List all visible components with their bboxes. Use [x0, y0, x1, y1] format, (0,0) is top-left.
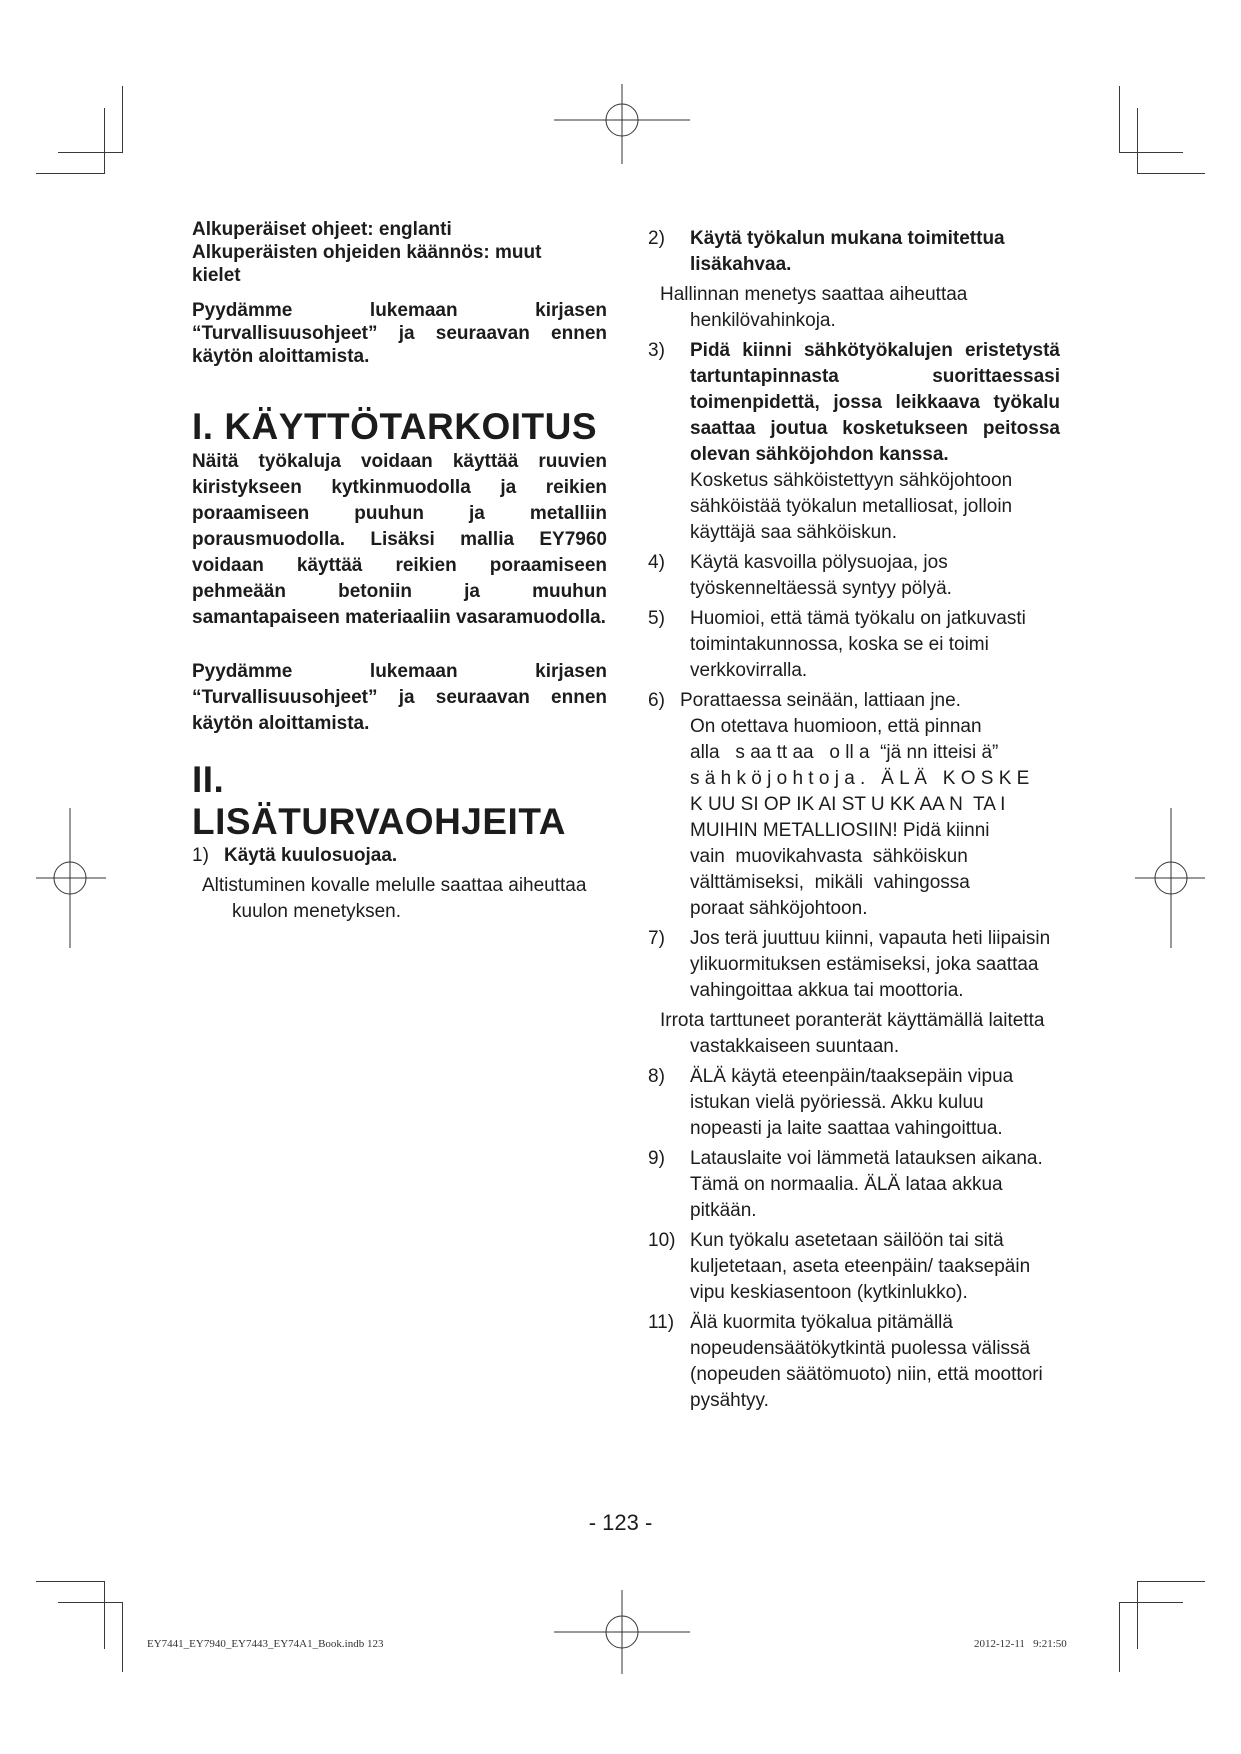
item-text-line: välttämiseksi, mikäli vahingossa: [690, 872, 970, 893]
item-text-line: Porattaessa seinään, lattiaan jne.: [680, 690, 961, 711]
item-number: 9): [648, 1148, 665, 1169]
crop-mark: [1119, 1602, 1183, 1603]
purpose-text: Näitä työkaluja voidaan käyttää ruuvien kiristykseen kytkinmuodolla ja reikien poraamiseen puuhun ja metalliin porausmuodolla. Lisäksi mallia EY7960 voidaan käyttää reikien poraamiseen pehmeään betoniin ja muuhun samantapaiseen materiaaliin vasaramuodolla.: [192, 451, 607, 628]
original-instructions-line: Alkuperäiset ohjeet: englanti: [192, 219, 452, 240]
item-number: 4): [648, 552, 665, 573]
crop-mark: [104, 1581, 105, 1649]
safety-item-3: [648, 338, 1060, 546]
crop-mark: [1137, 1581, 1205, 1582]
footer-timestamp: 2012-12-11 9:21:50: [974, 1638, 1067, 1650]
section-title-safety: II. LISÄTURVAOHJEITA: [192, 759, 566, 842]
crop-mark: [1119, 152, 1183, 153]
item-2-note: Hallinnan menetys saattaa aiheuttaa henkilövahinkoja.: [660, 284, 968, 331]
item-text: Latauslaite voi lämmetä latauksen aikana. Tämä on normaalia. ÄLÄ lataa akkua pitkään.: [690, 1148, 1043, 1221]
item-text: Kun työkalu asetetaan säilöön tai sitä kuljetetaan, aseta eteenpäin/ taaksepäin vipu keskiasentoon (kytkinlukko).: [690, 1230, 1031, 1303]
safety-item-1: [192, 843, 607, 869]
safety-item-6: [648, 688, 1060, 922]
item-text-line: alla s aa tt aa o ll a “jä nn itteisi ä”: [690, 742, 999, 763]
footer-filename: EY7441_EY7940_EY7443_EY74A1_Book.indb 123: [147, 1638, 384, 1650]
translation-line-cont: kielet: [192, 265, 241, 286]
safety-item-7: [648, 926, 1060, 1004]
item-text-line: K UU SI OP IK AI ST U KK AA N TA I: [690, 794, 1006, 815]
right-column: [648, 226, 1060, 1418]
section-title-purpose: I. KÄYTTÖTARKOITUS: [192, 406, 598, 447]
crop-mark: [1137, 108, 1138, 174]
crop-mark: [1119, 86, 1120, 153]
safety-item-8: [648, 1064, 1060, 1142]
page-number: - 123 -: [588, 1510, 653, 1535]
item-text-line: vain muovikahvasta sähköiskun: [690, 846, 968, 867]
crop-mark: [1137, 1581, 1138, 1649]
safety-item-4: [648, 550, 1060, 602]
item-number: 8): [648, 1066, 665, 1087]
item-text-line: poraat sähköjohtoon.: [690, 898, 868, 919]
safety-item-5: [648, 606, 1060, 684]
crop-mark: [36, 173, 104, 174]
safety-item-9: [648, 1146, 1060, 1224]
item-number: 7): [648, 928, 665, 949]
registration-mark-right: [1135, 808, 1205, 948]
translation-line: Alkuperäisten ohjeiden käännös: muut: [192, 242, 542, 263]
registration-mark-left: [36, 808, 106, 948]
item-number: 6): [648, 690, 665, 711]
crop-mark: [58, 152, 122, 153]
registration-mark-top: [554, 84, 690, 164]
crop-mark: [104, 108, 105, 174]
item-title: Pidä kiinni sähkötyökalujen eristetystä tartuntapinnasta suorittaessasi toimenpidettä, jossa leikkaava työkalu saattaa joutua kosketukseen peitossa olevan sähköjohdon kanssa.: [690, 340, 1060, 465]
intro-note: Pyydämme lukemaan kirjasen “Turvallisuusohjeet” ja seuraavan ennen käytön aloittamista.: [192, 300, 607, 367]
safety-item-11: [648, 1310, 1060, 1414]
item-number: 5): [648, 608, 665, 629]
item-number: 11): [648, 1312, 675, 1333]
item-text-line: s ä h k ö j o h t o j a . Ä L Ä K O S K E: [690, 768, 1030, 789]
item-title: Käytä kuulosuojaa.: [224, 845, 398, 866]
purpose-note: Pyydämme lukemaan kirjasen “Turvallisuusohjeet” ja seuraavan ennen käytön aloittamista.: [192, 661, 607, 734]
item-text: Kosketus sähköistettyyn sähköjohtoon sähköistää työkalun metalliosat, jolloin käyttäjä saa sähköiskun.: [690, 470, 1013, 543]
item-text-line: On otettava huomioon, että pinnan: [690, 716, 982, 737]
safety-item-2: [648, 226, 1060, 278]
crop-mark: [122, 1602, 123, 1672]
item-7-note: Irrota tarttuneet poranterät käyttämällä laitetta vastakkaiseen suuntaan.: [660, 1010, 1045, 1057]
left-column: [192, 218, 607, 929]
item-text-line: MUIHIN METALLIOSIIN! Pidä kiinni: [690, 820, 990, 841]
item-number: 3): [648, 340, 665, 361]
crop-mark: [1137, 173, 1205, 174]
item-number: 10): [648, 1230, 676, 1251]
item-text: Älä kuormita työkalua pitämällä nopeudensäätökytkintä puolessa välissä (nopeuden säätömuoto) niin, että moottori pysähtyy.: [690, 1312, 1043, 1411]
safety-item-10: [648, 1228, 1060, 1306]
crop-mark: [58, 1602, 122, 1603]
crop-mark: [36, 1581, 104, 1582]
item-1-text: Altistuminen kovalle melulle saattaa aiheuttaa kuulon menetyksen.: [202, 875, 587, 922]
item-text: Jos terä juuttuu kiinni, vapauta heti liipaisin ylikuormituksen estämiseksi, joka saattaa vahingoittaa akkua tai moottoria.: [690, 928, 1051, 1001]
item-number: 2): [648, 228, 665, 249]
item-number: 1): [192, 845, 209, 866]
crop-mark: [122, 86, 123, 153]
crop-mark: [1119, 1602, 1120, 1672]
item-text: ÄLÄ käytä eteenpäin/taaksepäin vipua istukan vielä pyöriessä. Akku kuluu nopeasti ja laite saattaa vahingoittua.: [690, 1066, 1014, 1139]
item-title: Käytä työkalun mukana toimitettua lisäkahvaa.: [690, 228, 1005, 275]
registration-mark-bottom: [554, 1590, 690, 1674]
item-text: Huomioi, että tämä työkalu on jatkuvasti toimintakunnossa, koska se ei toimi verkkovirralla.: [690, 608, 1026, 681]
item-text: Käytä kasvoilla pölysuojaa, jos työskenneltäessä syntyy pölyä.: [690, 552, 952, 599]
